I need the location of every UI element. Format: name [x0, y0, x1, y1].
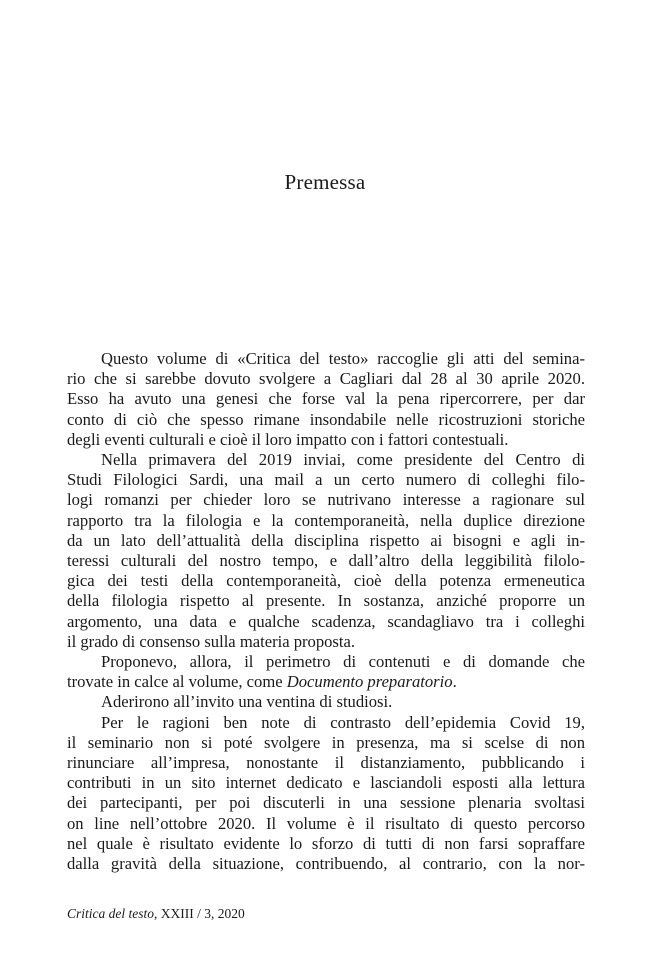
text-line: rio che si sarebbe dovuto svolgere a Cagliari dal 28 al 30 aprile 2020.: [67, 369, 585, 389]
body-text: [67, 349, 585, 874]
text-line: Esso ha avuto una genesi che forse val la pena ripercorrere, per dar: [67, 389, 585, 409]
footer-issue: , XXIII / 3, 2020: [154, 906, 245, 921]
text-line: on line nell’ottobre 2020. Il volume è il risultato di questo percorso: [67, 813, 585, 833]
footer-citation: [67, 906, 245, 922]
text-line: il seminario non si poté svolgere in presenza, ma si scelse di non: [67, 732, 585, 752]
text-line: rapporto tra la filologia e la contemporaneità, nella duplice direzione: [67, 510, 585, 530]
text-line: della filologia rispetto al presente. In sostanza, anziché proporre un: [67, 591, 585, 611]
text-line: logi romanzi per chieder loro se nutrivano interesse a ragionare sul: [67, 490, 585, 510]
text-line: teressi culturali del nostro tempo, e dall’altro della leggibilità filolo-: [67, 551, 585, 571]
text-line: dei partecipanti, per poi discuterli in una sessione plenaria svoltasi: [67, 793, 585, 813]
text-line: Nella primavera del 2019 inviai, come presidente del Centro di: [101, 450, 585, 470]
page-title: Premessa: [284, 170, 366, 194]
footer-journal: Critica del testo: [67, 906, 154, 921]
text-line: degli eventi culturali e cioè il loro impatto con i fattori contestuali.: [67, 429, 509, 449]
text-line: nel quale è risultato evidente lo sforzo di tutti di non farsi sopraffare: [67, 833, 585, 853]
text-line: contributi in un sito internet dedicato e lasciandoli esposti alla lettura: [67, 773, 585, 793]
text-line: rinunciare all’impresa, nonostante il distanziamento, pubblicando i: [67, 753, 585, 773]
text-line: dalla gravità della situazione, contribuendo, al contrario, con la nor-: [67, 854, 585, 874]
text-line: Proponevo, allora, il perimetro di contenuti e di domande che: [101, 652, 585, 672]
text-line: il grado di consenso sulla materia proposta.: [67, 631, 356, 651]
text-line: gica dei testi della contemporaneità, cioè della potenza ermeneutica: [67, 571, 585, 591]
text-line: trovate in calce al volume, come Documento preparatorio.: [67, 672, 457, 692]
text-line: Per le ragioni ben note di contrasto dell’epidemia Covid 19,: [101, 712, 585, 732]
text-line: Questo volume di «Critica del testo» raccoglie gli atti del semina-: [101, 349, 585, 368]
text-line: argomento, una data e qualche scadenza, scandagliavo tra i colleghi: [67, 611, 585, 631]
text-line: conto di ciò che spesso rimane insondabile nelle ricostruzioni storiche: [67, 409, 585, 429]
text-line: Aderirono all’invito una ventina di studiosi.: [101, 692, 393, 712]
italic-title: Documento preparatorio: [286, 672, 453, 692]
text-line: Studi Filologici Sardi, una mail a un certo numero di colleghi filo-: [67, 470, 585, 490]
text-line: da un lato dell’attualità della disciplina rispetto ai bisogni e agli in-: [67, 530, 585, 550]
